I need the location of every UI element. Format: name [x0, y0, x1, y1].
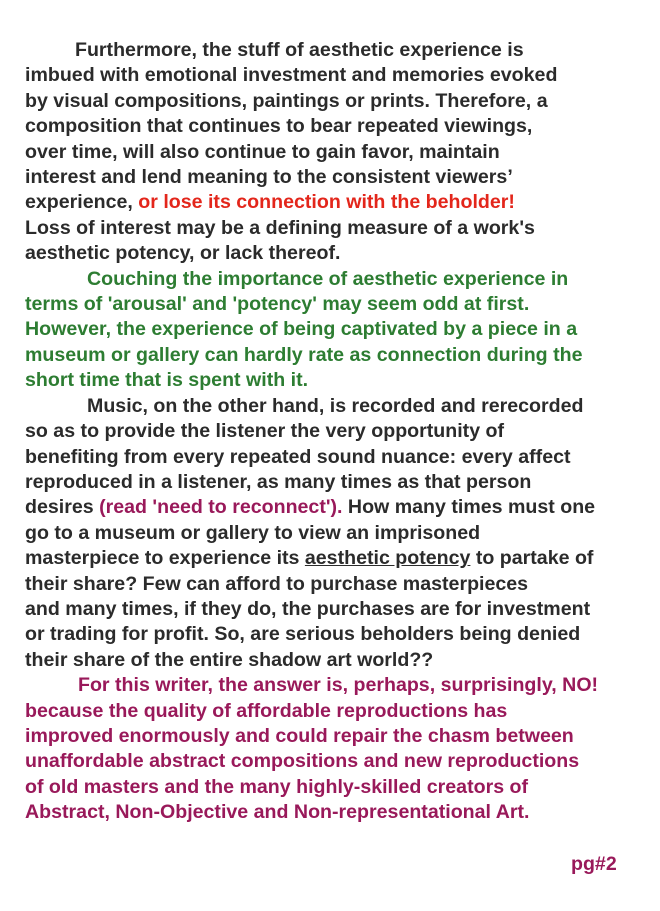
para4-line-5: of old masters and the many highly-skilled creators of: [25, 775, 529, 798]
para4-line-6: Abstract, Non-Objective and Non-representational Art.: [25, 801, 530, 824]
para1-line-3: by visual compositions, paintings or prints. Therefore, a: [25, 89, 548, 112]
document-body: [25, 38, 650, 826]
paragraph-2: [25, 267, 650, 394]
para1-line-7: [25, 190, 650, 215]
red-highlight-text: or lose its connection with the beholder!: [138, 191, 515, 214]
purple-highlight-text: (read 'need to reconnect').: [99, 496, 343, 519]
underlined-phrase: aesthetic potency: [304, 547, 471, 570]
para3-line-4: reproduced in a listener, as many times as that person: [25, 470, 532, 493]
para1-line-6: interest and lend meaning to the consistent viewers’: [25, 166, 513, 189]
para1-line-7-start: experience,: [25, 191, 139, 214]
para3-line-7-end: to partake of: [470, 547, 594, 570]
para1-line-2: imbued with emotional investment and memories evoked: [25, 64, 558, 87]
para3-line-6: go to a museum or gallery to view an imprisoned: [25, 521, 481, 544]
para2-line-1: Couching the importance of aesthetic experience in: [87, 267, 569, 290]
para4-line-4: unaffordable abstract compositions and new reproductions: [25, 750, 580, 773]
para3-line-5-end: How many times must one: [342, 496, 596, 519]
para2-line-2: terms of 'arousal' and 'potency' may seem odd at first.: [25, 293, 530, 316]
para1-line-8: Loss of interest may be a defining measure of a work's: [25, 216, 535, 239]
para3-line-5: [25, 495, 650, 520]
para1-line-5: over time, will also continue to gain favor, maintain: [25, 140, 500, 163]
para3-line-7-start: masterpiece to experience its: [25, 547, 305, 570]
para3-line-1: Music, on the other hand, is recorded and rerecorded: [87, 394, 584, 417]
para1-line-1: Furthermore, the stuff of aesthetic experience is: [75, 39, 524, 61]
para4-line-1: For this writer, the answer is, perhaps, surprisingly, NO!: [78, 674, 599, 697]
paragraph-1: [25, 38, 650, 267]
para4-line-2: because the quality of affordable reproductions has: [25, 699, 508, 722]
page-number: pg#2: [571, 853, 617, 875]
para3-line-9: and many times, if they do, the purchases are for investment: [25, 597, 591, 620]
para1-line-9: aesthetic potency, or lack thereof.: [25, 242, 341, 265]
para3-line-7: [25, 546, 650, 571]
para4-line-3: improved enormously and could repair the chasm between: [25, 724, 574, 747]
para2-line-4: museum or gallery can hardly rate as connection during the: [25, 343, 583, 366]
para2-line-5: short time that is spent with it.: [25, 369, 309, 392]
para3-line-10: or trading for profit. So, are serious beholders being denied: [25, 623, 581, 646]
para3-line-5-start: desires: [25, 496, 100, 519]
paragraph-4: [25, 673, 650, 825]
para3-line-3: benefiting from every repeated sound nuance: every affect: [25, 445, 571, 468]
para3-line-11: their share of the entire shadow art world??: [25, 648, 434, 671]
para2-line-3: However, the experience of being captivated by a piece in a: [25, 318, 578, 341]
paragraph-3: [25, 394, 650, 673]
para3-line-8: their share? Few can afford to purchase masterpieces: [25, 572, 529, 595]
para1-line-4: composition that continues to bear repeated viewings,: [25, 115, 533, 138]
para3-line-2: so as to provide the listener the very opportunity of: [25, 420, 505, 443]
